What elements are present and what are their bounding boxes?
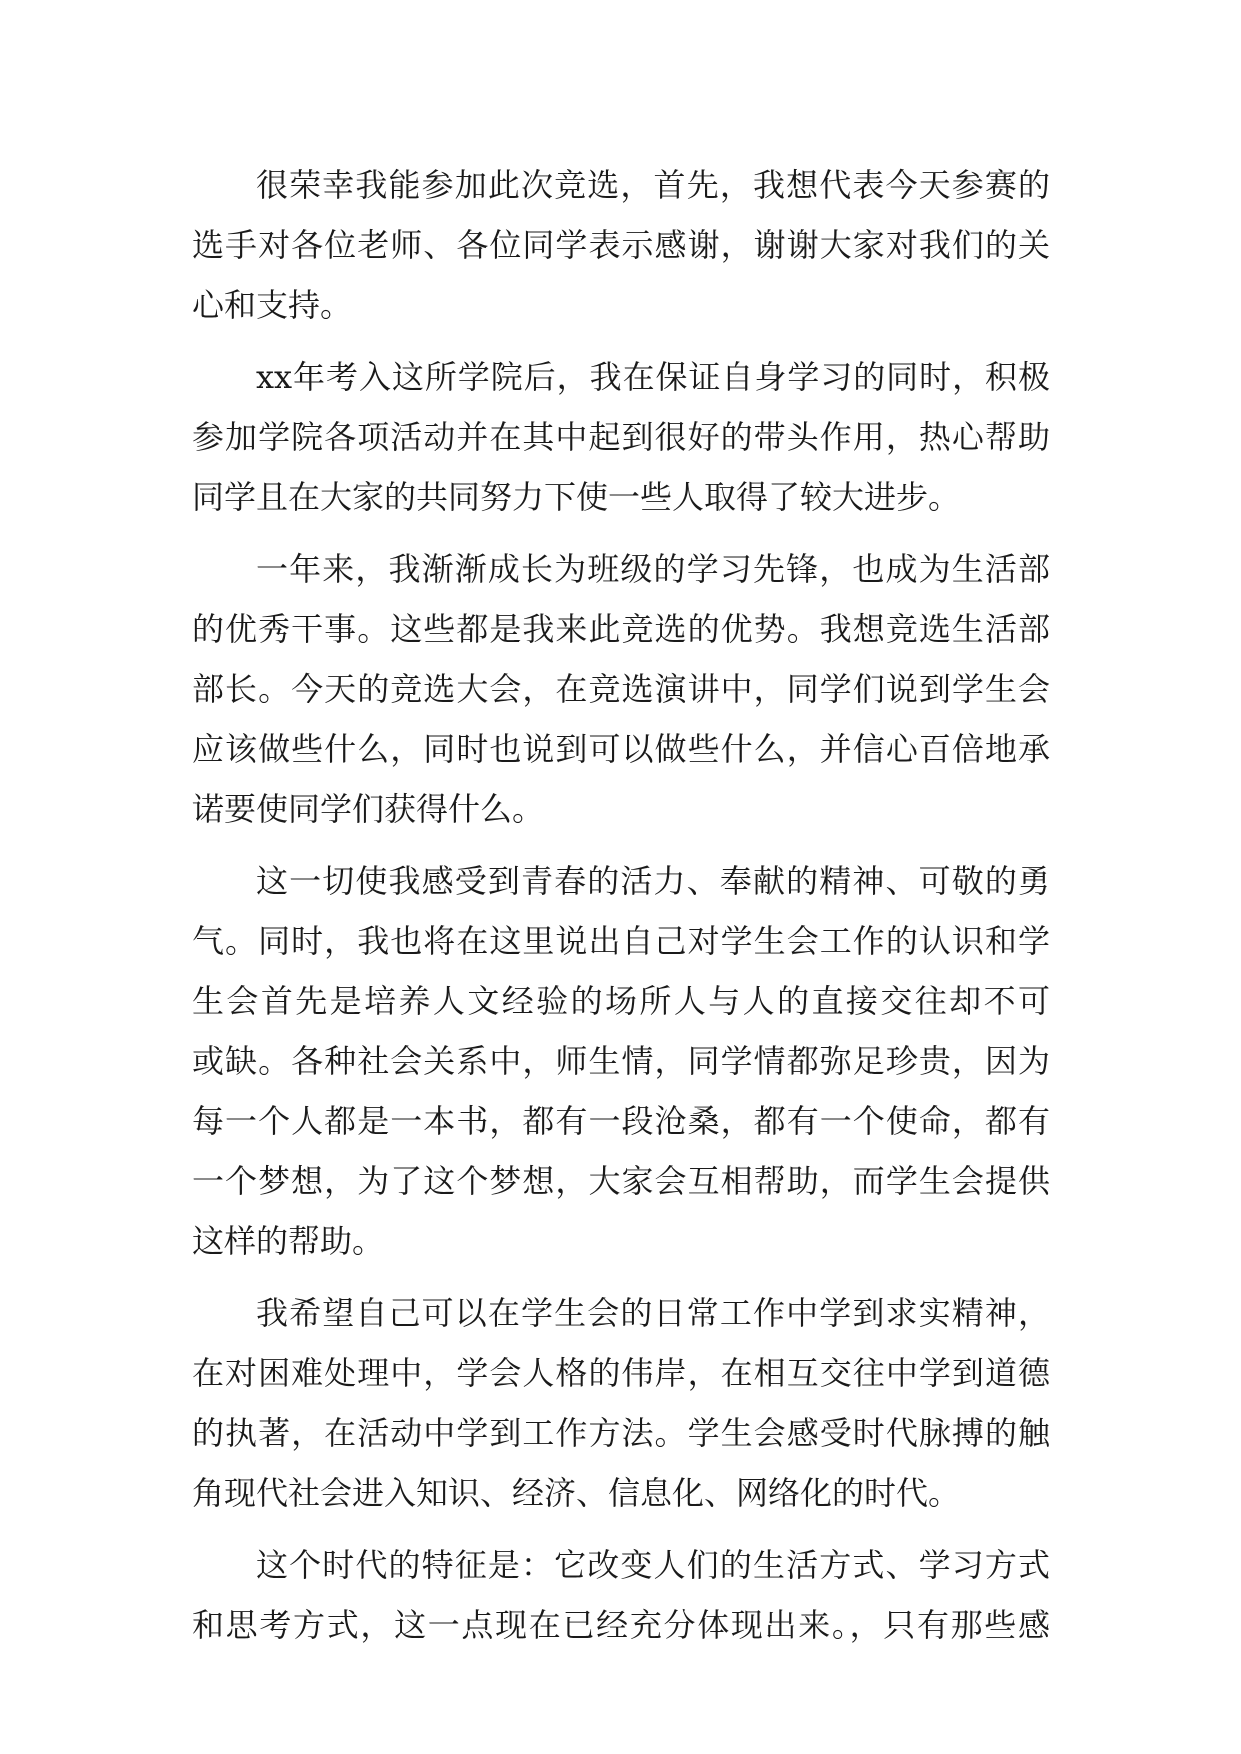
text-line: 气。同时，我也将在这里说出自己对学生会工作的认识和学 xyxy=(192,922,1050,960)
paragraph xyxy=(192,1535,1050,1655)
text-line: 这个时代的特征是：它改变人们的生活方式、学习方式 xyxy=(256,1546,1050,1584)
text-line: 应该做些什么，同时也说到可以做些什么，并信心百倍地承 xyxy=(192,730,1050,768)
text-line: 选手对各位老师、各位同学表示感谢，谢谢大家对我们的关 xyxy=(192,226,1050,264)
text-line: xx年考入这所学院后，我在保证自身学习的同时，积极 xyxy=(256,358,1050,396)
paragraph xyxy=(192,1283,1050,1523)
text-line: 诺要使同学们获得什么。 xyxy=(192,790,545,828)
text-line: 部长。今天的竞选大会，在竞选演讲中，同学们说到学生会 xyxy=(192,670,1050,708)
text-line: 每一个人都是一本书，都有一段沧桑，都有一个使命，都有 xyxy=(192,1102,1050,1140)
text-line: 同学且在大家的共同努力下使一些人取得了较大进步。 xyxy=(192,478,961,516)
text-line: 的优秀干事。这些都是我来此竞选的优势。我想竞选生活部 xyxy=(192,610,1050,648)
text-line: 这样的帮助。 xyxy=(192,1222,385,1260)
text-line: 一个梦想，为了这个梦想，大家会互相帮助，而学生会提供 xyxy=(192,1162,1050,1200)
text-line: 一年来，我渐渐成长为班级的学习先锋，也成为生活部 xyxy=(256,550,1050,588)
text-line: 我希望自己可以在学生会的日常工作中学到求实精神， xyxy=(256,1294,1050,1332)
text-line: 很荣幸我能参加此次竞选，首先，我想代表今天参赛的 xyxy=(256,166,1050,204)
text-line: 这一切使我感受到青春的活力、奉献的精神、可敬的勇 xyxy=(256,862,1050,900)
text-line: 和思考方式，这一点现在已经充分体现出来。，只有那些感 xyxy=(192,1606,1050,1644)
text-line: 的执著，在活动中学到工作方法。学生会感受时代脉搏的触 xyxy=(192,1414,1050,1452)
text-line: 生会首先是培养人文经验的场所人与人的直接交往却不可 xyxy=(192,982,1050,1020)
text-line: 参加学院各项活动并在其中起到很好的带头作用，热心帮助 xyxy=(192,418,1050,456)
document-body xyxy=(192,155,1050,1655)
text-line: 心和支持。 xyxy=(192,286,353,324)
text-line: 角现代社会进入知识、经济、信息化、网络化的时代。 xyxy=(192,1474,961,1512)
text-line: 在对困难处理中，学会人格的伟岸，在相互交往中学到道德 xyxy=(192,1354,1050,1392)
paragraph xyxy=(192,539,1050,839)
paragraph xyxy=(192,155,1050,335)
text-line: 或缺。各种社会关系中，师生情，同学情都弥足珍贵，因为 xyxy=(192,1042,1050,1080)
paragraph xyxy=(192,347,1050,527)
paragraph xyxy=(192,851,1050,1271)
